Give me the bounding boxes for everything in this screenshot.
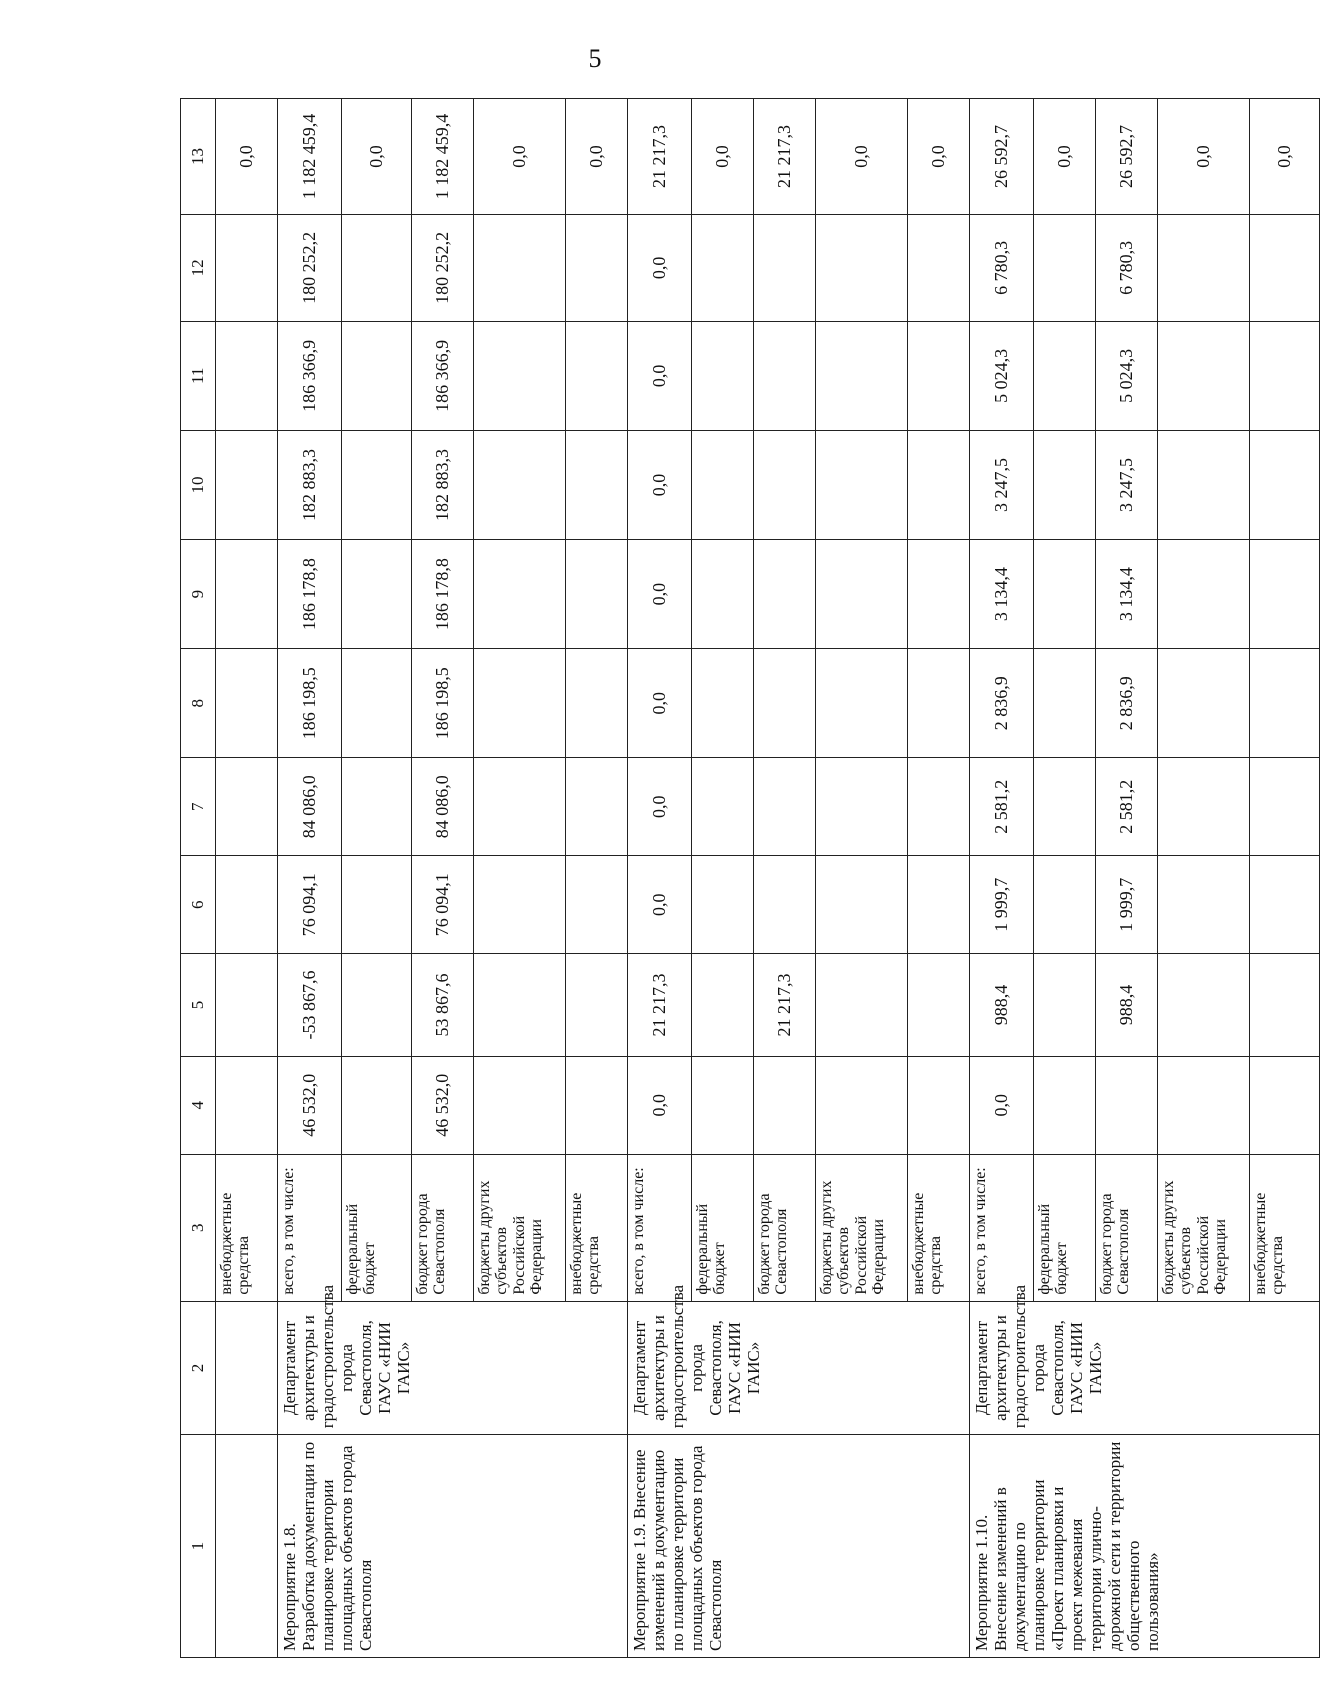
value-cell — [692, 1056, 754, 1154]
column-header-3: 3 — [181, 1154, 216, 1301]
value-cell — [754, 1056, 816, 1154]
value-cell — [342, 540, 412, 649]
value-cell — [1158, 856, 1250, 954]
value-cell — [816, 321, 908, 430]
column-header-12: 12 — [181, 214, 216, 321]
value-cell — [1250, 1056, 1320, 1154]
value-cell: 988,4 — [1096, 954, 1158, 1056]
value-cell: 46 532,0 — [278, 1056, 342, 1154]
value-cell: 186 178,8 — [412, 540, 474, 649]
value-cell — [908, 649, 970, 758]
measure-name-cell: Мероприятие 1.8. Разработка документации по планировке территории площадных объектов города Севастополя — [278, 1435, 628, 1658]
value-cell — [342, 856, 412, 954]
value-cell — [908, 321, 970, 430]
value-cell — [754, 430, 816, 539]
measure-name-cell: Мероприятие 1.10. Внесение изменений в документацию по планировке территории «Проект планировки и проект межевания территории улично-дорожной сети и территории общественного пользования» — [970, 1435, 1320, 1658]
value-cell: 0,0 — [970, 1056, 1034, 1154]
value-cell — [1250, 758, 1320, 856]
value-cell — [216, 214, 278, 321]
value-cell: 53 867,6 — [412, 954, 474, 1056]
value-cell: 46 532,0 — [412, 1056, 474, 1154]
rotated-table-wrapper — [180, 98, 1295, 1658]
value-cell — [474, 540, 566, 649]
value-cell: 0,0 — [628, 430, 692, 539]
value-cell: 1 999,7 — [1096, 856, 1158, 954]
value-cell — [908, 954, 970, 1056]
value-cell: 0,0 — [628, 649, 692, 758]
value-cell — [816, 430, 908, 539]
value-cell: 988,4 — [970, 954, 1034, 1056]
value-cell — [216, 954, 278, 1056]
value-cell — [754, 758, 816, 856]
value-cell: 0,0 — [566, 99, 628, 215]
source-cell: всего, в том числе: — [278, 1154, 342, 1301]
value-cell: 186 366,9 — [278, 321, 342, 430]
value-cell — [754, 214, 816, 321]
source-cell: внебюджетные средства — [566, 1154, 628, 1301]
value-cell: 0,0 — [1158, 99, 1250, 215]
executor-cell: Департамент архитектуры и градостроительства города Севастополя, ГАУС «НИИ ГАИС» — [628, 1301, 970, 1435]
value-cell — [816, 758, 908, 856]
value-cell — [816, 540, 908, 649]
value-cell — [566, 214, 628, 321]
value-cell — [908, 214, 970, 321]
value-cell — [1034, 540, 1096, 649]
table-row — [628, 99, 692, 1658]
executor-cell: Департамент архитектуры и градостроительства города Севастополя, ГАУС «НИИ ГАИС» — [970, 1301, 1320, 1435]
source-cell: внебюджетные средства — [1250, 1154, 1320, 1301]
value-cell — [1158, 649, 1250, 758]
value-cell: 84 086,0 — [412, 758, 474, 856]
value-cell — [1034, 214, 1096, 321]
value-cell: 0,0 — [816, 99, 908, 215]
value-cell — [1034, 1056, 1096, 1154]
source-cell: бюджет города Севастополя — [412, 1154, 474, 1301]
value-cell — [908, 758, 970, 856]
value-cell — [1158, 430, 1250, 539]
value-cell: 180 252,2 — [412, 214, 474, 321]
value-cell: 0,0 — [628, 540, 692, 649]
value-cell — [754, 856, 816, 954]
value-cell — [816, 1056, 908, 1154]
column-header-2: 2 — [181, 1301, 216, 1435]
column-header-6: 6 — [181, 856, 216, 954]
value-cell — [1250, 321, 1320, 430]
value-cell: 2 836,9 — [1096, 649, 1158, 758]
value-cell — [908, 1056, 970, 1154]
source-cell: всего, в том числе: — [628, 1154, 692, 1301]
carryover-row — [216, 99, 278, 1658]
value-cell: 180 252,2 — [278, 214, 342, 321]
value-cell — [692, 540, 754, 649]
value-cell: 1 182 459,4 — [278, 99, 342, 215]
table-row — [970, 99, 1034, 1658]
value-cell — [566, 430, 628, 539]
value-cell — [1250, 954, 1320, 1056]
value-cell — [692, 430, 754, 539]
value-cell: 0,0 — [628, 856, 692, 954]
value-cell — [692, 321, 754, 430]
value-cell: 0,0 — [628, 214, 692, 321]
value-cell — [474, 649, 566, 758]
value-cell — [566, 321, 628, 430]
column-header-7: 7 — [181, 758, 216, 856]
source-cell: федеральный бюджет — [342, 1154, 412, 1301]
value-cell — [692, 856, 754, 954]
value-cell — [816, 954, 908, 1056]
source-cell: внебюджетные средства — [908, 1154, 970, 1301]
column-header-1: 1 — [181, 1435, 216, 1658]
value-cell — [566, 856, 628, 954]
value-cell — [1096, 1056, 1158, 1154]
value-cell: 21 217,3 — [628, 954, 692, 1056]
value-cell: 26 592,7 — [970, 99, 1034, 215]
value-cell: -53 867,6 — [278, 954, 342, 1056]
column-header-4: 4 — [181, 1056, 216, 1154]
value-cell — [692, 954, 754, 1056]
value-cell — [1034, 954, 1096, 1056]
value-cell: 21 217,3 — [754, 954, 816, 1056]
value-cell — [692, 214, 754, 321]
value-cell — [1158, 540, 1250, 649]
measure-cell-empty — [216, 1435, 278, 1658]
value-cell: 3 247,5 — [970, 430, 1034, 539]
value-cell — [1158, 954, 1250, 1056]
source-cell: всего, в том числе: — [970, 1154, 1034, 1301]
source-cell: бюджет города Севастополя — [1096, 1154, 1158, 1301]
value-cell — [474, 321, 566, 430]
value-cell: 0,0 — [1034, 99, 1096, 215]
executor-cell-empty — [216, 1301, 278, 1435]
value-cell: 186 198,5 — [278, 649, 342, 758]
value-cell — [342, 321, 412, 430]
value-cell — [908, 856, 970, 954]
source-cell: внебюджетные средства — [216, 1154, 278, 1301]
source-cell: бюджеты других субъектов Российской Федерации — [816, 1154, 908, 1301]
value-cell: 21 217,3 — [628, 99, 692, 215]
value-cell: 21 217,3 — [754, 99, 816, 215]
source-cell: федеральный бюджет — [692, 1154, 754, 1301]
value-cell: 5 024,3 — [970, 321, 1034, 430]
value-cell — [908, 430, 970, 539]
value-cell — [1034, 430, 1096, 539]
column-header-10: 10 — [181, 430, 216, 539]
value-cell: 0,0 — [216, 99, 278, 215]
column-header-13: 13 — [181, 99, 216, 215]
value-cell — [474, 758, 566, 856]
value-cell — [216, 1056, 278, 1154]
value-cell: 2 581,2 — [970, 758, 1034, 856]
value-cell — [342, 649, 412, 758]
value-cell: 0,0 — [692, 99, 754, 215]
value-cell — [566, 1056, 628, 1154]
source-cell: бюджеты других субъектов Российской Федерации — [1158, 1154, 1250, 1301]
table-row — [278, 99, 342, 1658]
value-cell — [1250, 214, 1320, 321]
value-cell — [816, 856, 908, 954]
executor-cell: Департамент архитектуры и градостроительства города Севастополя, ГАУС «НИИ ГАИС» — [278, 1301, 628, 1435]
value-cell: 2 836,9 — [970, 649, 1034, 758]
value-cell — [342, 430, 412, 539]
value-cell: 0,0 — [628, 321, 692, 430]
value-cell: 186 178,8 — [278, 540, 342, 649]
value-cell: 186 198,5 — [412, 649, 474, 758]
value-cell — [1250, 540, 1320, 649]
value-cell — [1250, 649, 1320, 758]
value-cell — [216, 540, 278, 649]
column-header-5: 5 — [181, 954, 216, 1056]
value-cell: 0,0 — [1250, 99, 1320, 215]
value-cell — [1034, 649, 1096, 758]
value-cell: 76 094,1 — [412, 856, 474, 954]
value-cell — [216, 321, 278, 430]
value-cell — [216, 856, 278, 954]
value-cell — [1158, 1056, 1250, 1154]
value-cell: 182 883,3 — [412, 430, 474, 539]
value-cell: 84 086,0 — [278, 758, 342, 856]
value-cell — [908, 540, 970, 649]
value-cell — [342, 214, 412, 321]
value-cell: 76 094,1 — [278, 856, 342, 954]
value-cell — [474, 954, 566, 1056]
value-cell: 1 999,7 — [970, 856, 1034, 954]
value-cell — [342, 758, 412, 856]
value-cell: 182 883,3 — [278, 430, 342, 539]
value-cell: 6 780,3 — [1096, 214, 1158, 321]
value-cell: 186 366,9 — [412, 321, 474, 430]
source-cell: бюджет города Севастополя — [754, 1154, 816, 1301]
value-cell: 3 134,4 — [1096, 540, 1158, 649]
value-cell — [692, 649, 754, 758]
value-cell — [754, 649, 816, 758]
value-cell: 6 780,3 — [970, 214, 1034, 321]
column-header-9: 9 — [181, 540, 216, 649]
value-cell — [1158, 321, 1250, 430]
value-cell — [216, 430, 278, 539]
value-cell — [1250, 430, 1320, 539]
value-cell — [566, 649, 628, 758]
header-row — [181, 99, 216, 1658]
value-cell — [216, 649, 278, 758]
value-cell — [1034, 856, 1096, 954]
value-cell — [1158, 214, 1250, 321]
value-cell: 3 247,5 — [1096, 430, 1158, 539]
value-cell: 1 182 459,4 — [412, 99, 474, 215]
value-cell: 2 581,2 — [1096, 758, 1158, 856]
value-cell — [216, 758, 278, 856]
source-cell: федеральный бюджет — [1034, 1154, 1096, 1301]
value-cell — [754, 540, 816, 649]
value-cell: 5 024,3 — [1096, 321, 1158, 430]
value-cell: 0,0 — [628, 1056, 692, 1154]
value-cell: 0,0 — [474, 99, 566, 215]
value-cell — [474, 856, 566, 954]
value-cell — [1034, 758, 1096, 856]
value-cell — [692, 758, 754, 856]
column-header-8: 8 — [181, 649, 216, 758]
value-cell: 0,0 — [342, 99, 412, 215]
value-cell — [566, 758, 628, 856]
value-cell — [474, 430, 566, 539]
value-cell — [816, 649, 908, 758]
value-cell — [1250, 856, 1320, 954]
budget-table — [180, 98, 1320, 1658]
value-cell — [566, 540, 628, 649]
value-cell — [342, 1056, 412, 1154]
value-cell: 0,0 — [908, 99, 970, 215]
value-cell: 26 592,7 — [1096, 99, 1158, 215]
value-cell — [474, 214, 566, 321]
value-cell: 3 134,4 — [970, 540, 1034, 649]
measure-name-cell: Мероприятие 1.9. Внесение изменений в документацию по планировке территории площадных объектов города Севастополя — [628, 1435, 970, 1658]
value-cell — [474, 1056, 566, 1154]
value-cell — [342, 954, 412, 1056]
column-header-11: 11 — [181, 321, 216, 430]
value-cell — [816, 214, 908, 321]
value-cell — [1158, 758, 1250, 856]
page-number: 5 — [588, 44, 602, 73]
value-cell — [566, 954, 628, 1056]
value-cell — [754, 321, 816, 430]
value-cell — [1034, 321, 1096, 430]
value-cell: 0,0 — [628, 758, 692, 856]
source-cell: бюджеты других субъектов Российской Федерации — [474, 1154, 566, 1301]
